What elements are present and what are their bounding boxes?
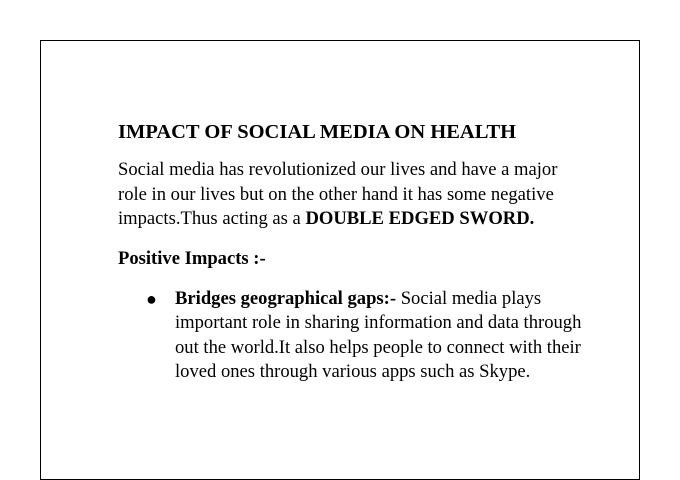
bullet-icon: ● bbox=[146, 288, 157, 309]
document-title: IMPACT OF SOCIAL MEDIA ON HEALTH bbox=[118, 121, 517, 143]
document-page bbox=[40, 40, 640, 480]
list-item-heading: Bridges geographical gaps:- bbox=[175, 287, 397, 309]
intro-paragraph bbox=[118, 158, 588, 232]
section-heading-positive-impacts: Positive Impacts :- bbox=[118, 247, 266, 269]
document-content bbox=[118, 120, 588, 385]
list-item bbox=[118, 287, 588, 385]
positive-impacts-list bbox=[118, 287, 588, 385]
list-item-text: Social media plays important role in sharing information and data through out the world.It also helps people to connect with their loved ones through various apps such as Skype. bbox=[175, 287, 582, 382]
intro-emphasis: DOUBLE EDGED SWORD. bbox=[305, 208, 535, 229]
intro-text: Social media has revolutionized our lives and have a major role in our lives but on the other hand it has some negative impacts.Thus acting as a bbox=[118, 159, 558, 229]
